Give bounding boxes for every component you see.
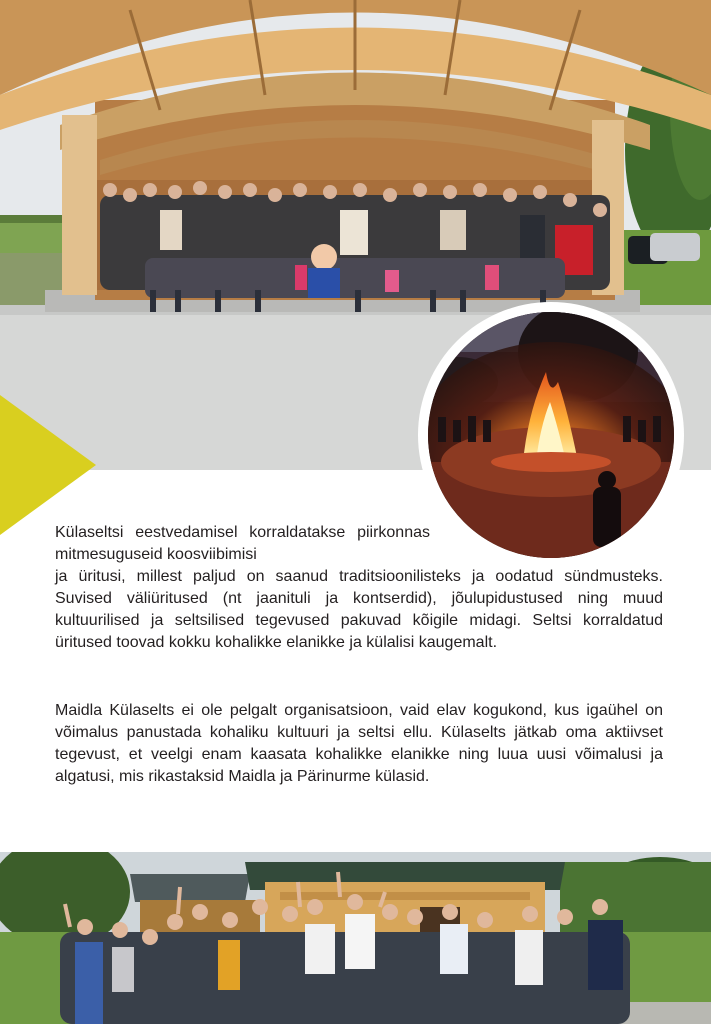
paragraph-2: Maidla Külaselts ei ole pelgalt organisatsioon, vaid elav kogukond, kus igaühel on võimalus panustada kohaliku kultuuri ja seltsi ellu. Külaselts jätkab oma aktiivset tegevust, et veelgi enam kaasata kohalikke elanikke ning luua uusi võimalusi ja algatusi, mis rikastaksid Maidla ja Pärinurme külasid. (55, 702, 663, 785)
paragraph-1-body: ja üritusi, millest paljud on saanud traditsioonilisteks ja oodatud sündmusteks. Suvised väliüritused (nt jaanituli ja kontserdid), jõulupidustused ning muud kultuurilised ja seltsilised tegevused pakuvad kõigile midagi. Seltsi korraldatud üritused toovad kokku kohalikke elanikke ja külalisi kaugemalt. (55, 568, 663, 651)
village-group-photo (0, 852, 711, 1024)
paragraph-1-intro: Külaseltsi eestvedamisel korraldatakse piirkonnas mitmesuguseid koosviibimisi (55, 524, 430, 563)
yellow-accent-triangle (0, 395, 96, 535)
bonfire-photo (428, 312, 674, 558)
